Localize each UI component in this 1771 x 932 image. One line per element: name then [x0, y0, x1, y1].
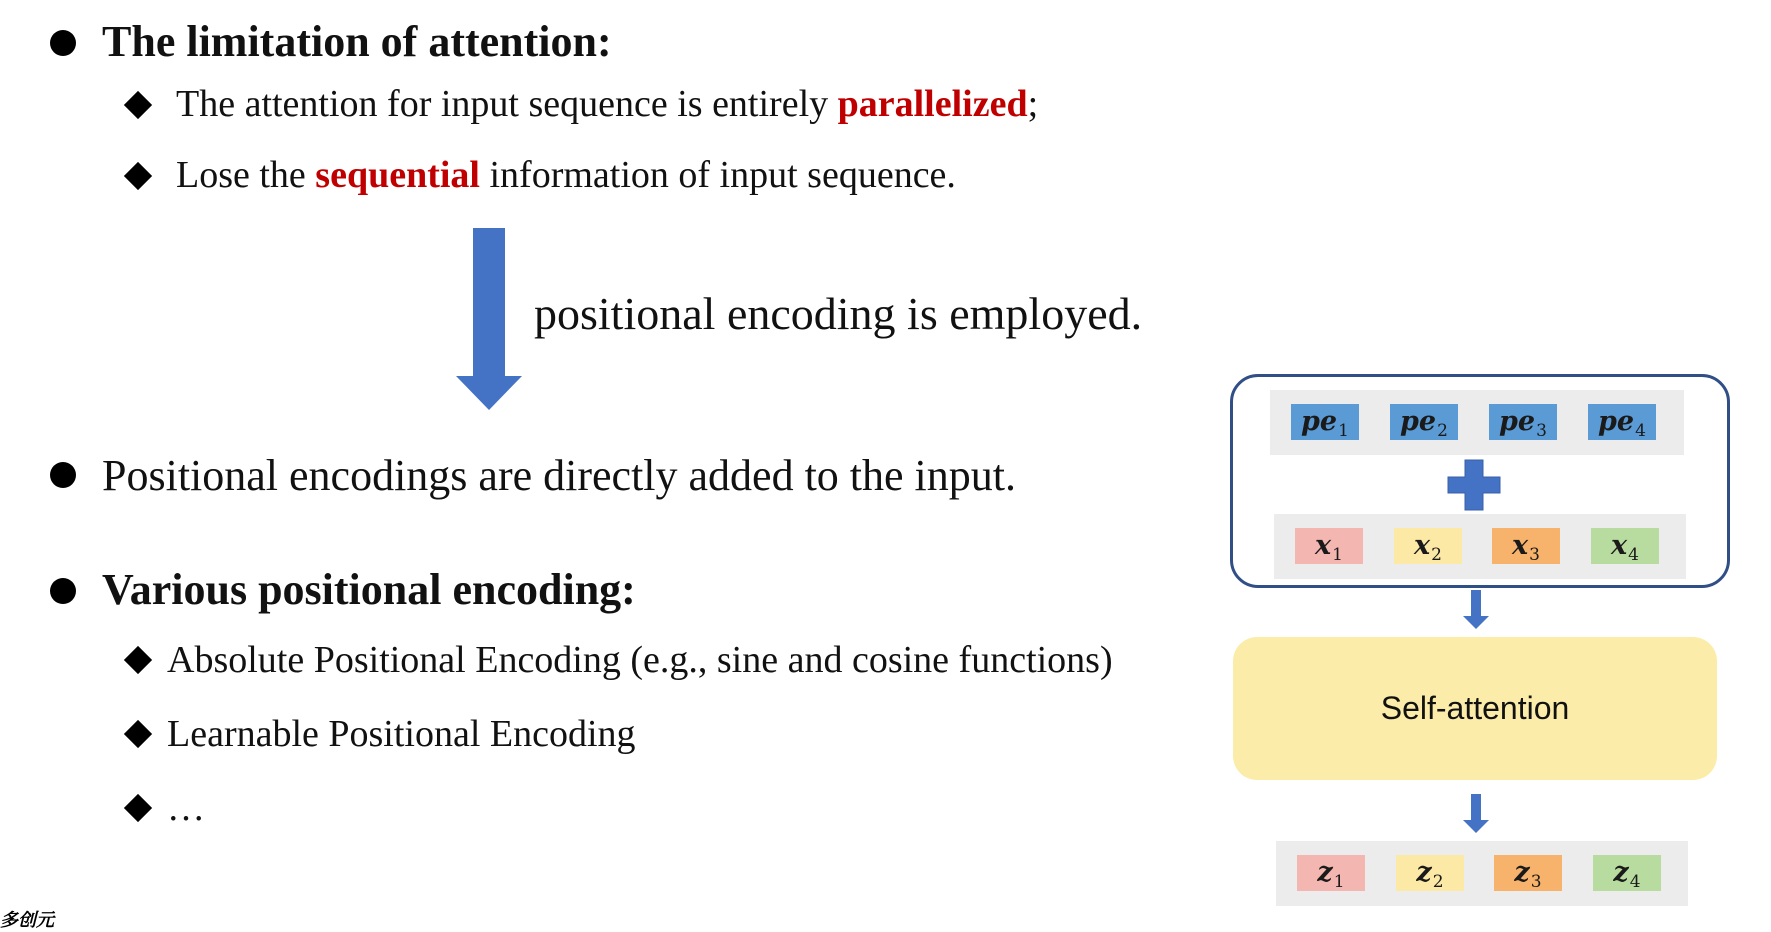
item1-highlight: parallelized — [837, 83, 1028, 125]
small-down-arrow-icon-2 — [1462, 794, 1490, 834]
pe-cell-2: $pe_2$ — [1390, 404, 1458, 440]
small-down-arrow-icon-1 — [1462, 590, 1490, 630]
plus-icon — [1443, 459, 1505, 511]
diamond-bullet-4 — [124, 720, 152, 748]
logo: 多创元 — [0, 910, 54, 931]
z-cell-4: $z_4$ — [1593, 855, 1661, 891]
pe-cell-1: $pe_1$ — [1291, 404, 1359, 440]
z-cell-2: $z_2$ — [1396, 855, 1464, 891]
pe-cell-4: $pe_4$ — [1588, 404, 1656, 440]
pe-cell-3: $pe_3$ — [1489, 404, 1557, 440]
section3-item-2: Learnable Positional Encoding — [167, 713, 636, 755]
diamond-bullet-1 — [124, 91, 152, 119]
diamond-bullet-5 — [124, 794, 152, 822]
bullet-dot-2 — [50, 462, 76, 488]
section1-title: The limitation of attention: — [102, 17, 612, 66]
section1-item1 — [176, 82, 1038, 126]
bullet-dot-3 — [50, 578, 76, 604]
z-cell-1: $z_1$ — [1297, 855, 1365, 891]
item2-highlight: sequential — [315, 154, 480, 196]
z-cell-3: $z_3$ — [1494, 855, 1562, 891]
x-cell-4: $x_4$ — [1591, 528, 1659, 564]
item1-post: ; — [1027, 83, 1039, 125]
section1-item2 — [176, 153, 956, 197]
section3-item-1: Absolute Positional Encoding (e.g., sine and cosine functions) — [167, 639, 1113, 681]
arrow-caption: positional encoding is employed. — [534, 288, 1143, 339]
item2-pre: Lose the — [176, 154, 316, 196]
section3-item-3: … — [167, 787, 205, 829]
bullet-dot-1 — [50, 30, 76, 56]
down-arrow-icon — [454, 228, 524, 410]
section3-title: Various positional encoding: — [102, 565, 636, 614]
x-cell-1: $x_1$ — [1295, 528, 1363, 564]
item2-post: information of input sequence. — [480, 154, 956, 196]
diamond-bullet-2 — [124, 162, 152, 190]
self-attention-block — [1233, 637, 1717, 780]
x-cell-2: $x_2$ — [1394, 528, 1462, 564]
diamond-bullet-3 — [124, 646, 152, 674]
item1-pre: The attention for input sequence is entirely — [176, 83, 838, 125]
self-attention-label: Self-attention — [1380, 690, 1570, 726]
section2-title: Positional encodings are directly added to the input. — [102, 451, 1017, 500]
x-cell-3: $x_3$ — [1492, 528, 1560, 564]
